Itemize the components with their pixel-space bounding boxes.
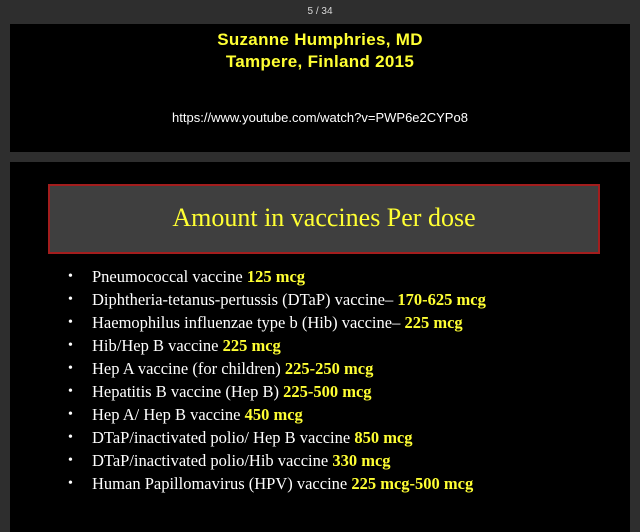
item-amount: 450 mcg [244, 405, 303, 424]
bullet-icon: • [68, 269, 73, 284]
viewer-toolbar [0, 0, 640, 24]
item-amount: 330 mcg [332, 451, 391, 470]
list-item [68, 380, 628, 403]
list-item [68, 357, 628, 380]
item-amount: 170-625 mcg [397, 290, 486, 309]
previous-slide-page [10, 24, 630, 152]
page-gap [10, 152, 630, 162]
item-amount: 850 mcg [354, 428, 413, 447]
item-amount: 225 mcg [404, 313, 463, 332]
item-amount: 225 mcg-500 mcg [351, 474, 474, 493]
item-amount: 125 mcg [246, 267, 306, 286]
item-text: Hep A vaccine (for children) [92, 359, 285, 378]
current-slide-page [10, 162, 630, 532]
list-item [68, 472, 628, 495]
list-item [68, 334, 628, 357]
item-text: Hepatitis B vaccine (Hep B) [92, 382, 284, 401]
item-amount: 225 mcg [222, 336, 281, 355]
list-item [68, 311, 628, 334]
item-text: Hep A/ Hep B vaccine [92, 405, 245, 424]
bullet-icon: • [68, 407, 73, 422]
list-item [68, 426, 628, 449]
bullet-icon: • [68, 430, 73, 445]
list-item [68, 449, 628, 472]
bullet-icon: • [68, 338, 73, 353]
item-text: DTaP/inactivated polio/Hib vaccine [92, 451, 333, 470]
item-text: Haemophilus influenzae type b (Hib) vaccine– [92, 313, 405, 332]
slide-heading: Amount in vaccines Per dose [172, 203, 476, 232]
bullet-icon: • [68, 453, 73, 468]
item-text: Human Papillomavirus (HPV) vaccine [92, 474, 352, 493]
item-amount: 225-250 mcg [284, 359, 374, 378]
bullet-icon: • [68, 476, 73, 491]
item-text: Hib/Hep B vaccine [92, 336, 223, 355]
bullet-icon: • [68, 292, 73, 307]
item-text: DTaP/inactivated polio/ Hep B vaccine [92, 428, 355, 447]
vaccine-list [68, 265, 628, 495]
bullet-icon: • [68, 384, 73, 399]
item-text: Pneumococcal vaccine [92, 267, 247, 286]
slide-heading-box [48, 184, 600, 254]
video-url-link[interactable]: https://www.youtube.com/watch?v=PWP6e2CYPo8 [172, 110, 468, 125]
bullet-icon: • [68, 315, 73, 330]
item-amount: 225-500 mcg [283, 382, 372, 401]
item-text: Diphtheria-tetanus-pertussis (DTaP) vaccine– [92, 290, 398, 309]
list-item [68, 288, 628, 311]
list-item [68, 265, 628, 288]
list-item [68, 403, 628, 426]
page-counter: 5 / 34 [307, 6, 333, 17]
bullet-icon: • [68, 361, 73, 376]
event-location-year: Tampere, Finland 2015 [225, 52, 415, 71]
presenter-name: Suzanne Humphries, MD [217, 30, 423, 49]
